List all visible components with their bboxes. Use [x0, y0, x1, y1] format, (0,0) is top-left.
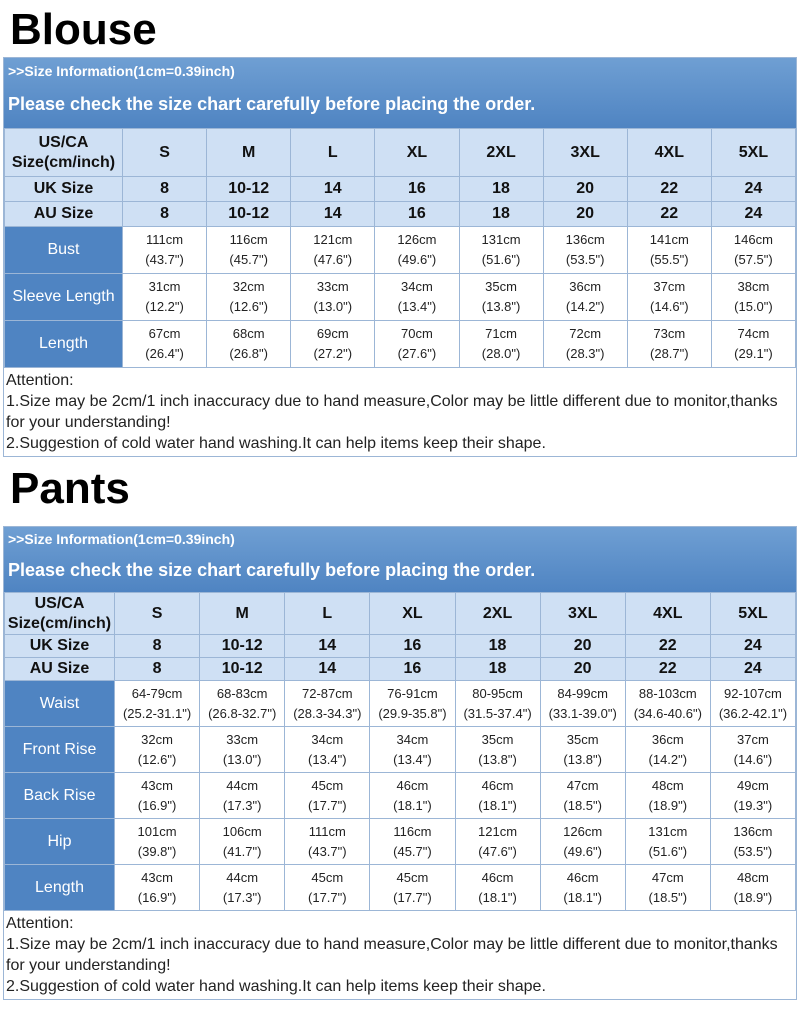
uk-size-value: 20: [543, 177, 627, 202]
measurement-cell: [711, 321, 795, 368]
measurement-cell: [540, 773, 625, 819]
value-cm: 34cm: [401, 279, 433, 294]
measurement-row: [5, 681, 796, 727]
value-cm: 72-87cm: [302, 685, 353, 701]
value-inch: (18.1"): [563, 889, 602, 905]
measurement-cell: [291, 227, 375, 274]
measurement-cell: [123, 274, 207, 321]
value-inch: (39.8"): [137, 843, 177, 859]
size-header: L: [291, 129, 375, 177]
value-cm: 64-79cm: [131, 685, 183, 701]
au-size-value: 22: [625, 658, 710, 681]
au-size-value: 16: [370, 658, 455, 681]
measurement-cell: [207, 227, 291, 274]
value-inch: (53.5"): [733, 843, 773, 859]
value-cm: 46cm: [481, 869, 514, 885]
value-cm: 31cm: [148, 279, 181, 294]
size-header: 4XL: [627, 129, 711, 177]
value-cm: 69cm: [316, 326, 349, 341]
value-inch: (28.0"): [481, 346, 521, 361]
measurement-cell: [115, 865, 200, 911]
header-row: [5, 129, 796, 177]
pants-banner: [4, 527, 796, 592]
measurement-cell: [455, 727, 540, 773]
uk-size-value: 14: [285, 635, 370, 658]
value-inch: (17.7"): [393, 889, 432, 905]
measurement-cell: [455, 865, 540, 911]
measurement-cell: [625, 865, 710, 911]
value-cm: 131cm: [481, 232, 521, 247]
value-inch: (12.6"): [229, 299, 268, 314]
value-cm: 33cm: [226, 731, 259, 747]
value-inch: (43.7"): [308, 843, 347, 859]
measurement-cell: [455, 681, 540, 727]
value-cm: 111cm: [308, 823, 346, 839]
measurement-row: [5, 321, 796, 368]
size-header: M: [207, 129, 291, 177]
pants-size-table: [4, 592, 796, 911]
value-inch: (26.8-32.7"): [208, 705, 277, 721]
value-inch: (34.6-40.6"): [633, 705, 702, 721]
value-inch: (13.4"): [393, 751, 432, 767]
measurement-cell: [710, 865, 795, 911]
uk-size-value: 16: [375, 177, 459, 202]
au-size-value: 14: [291, 202, 375, 227]
measurement-label: Waist: [5, 681, 115, 727]
value-cm: 111cm: [146, 232, 184, 247]
measurement-cell: [627, 227, 711, 274]
value-inch: (14.6"): [650, 299, 689, 314]
value-inch: (18.5"): [563, 797, 602, 813]
value-inch: (19.3"): [733, 797, 773, 813]
value-cm: 37cm: [737, 731, 769, 747]
value-cm: 48cm: [651, 777, 684, 793]
uk-size-value: 20: [540, 635, 625, 658]
value-inch: (51.6"): [648, 843, 688, 859]
value-inch: (27.2"): [313, 346, 353, 361]
measurement-label: Length: [5, 865, 115, 911]
measurement-cell: [459, 321, 543, 368]
value-cm: 46cm: [481, 777, 514, 793]
value-cm: 116cm: [229, 232, 268, 247]
pants-attention: [4, 911, 796, 999]
au-size-value: 22: [627, 202, 711, 227]
measurement-cell: [543, 274, 627, 321]
measurement-cell: [291, 274, 375, 321]
value-cm: 47cm: [566, 777, 599, 793]
value-inch: (13.0"): [222, 751, 262, 767]
value-cm: 126cm: [563, 823, 603, 839]
value-inch: (26.4"): [145, 346, 184, 361]
value-inch: (14.6"): [733, 751, 773, 767]
value-cm: 44cm: [226, 869, 259, 885]
value-inch: (16.9"): [137, 797, 177, 813]
uk-size-value: 24: [710, 635, 795, 658]
pants-size-info: >>Size Information(1cm=0.39inch): [8, 531, 235, 547]
attention-line: 1.Size may be 2cm/1 inch inaccuracy due to hand measure,Color may be little different due to monitor,thanks for your understanding!: [6, 936, 778, 974]
measurement-cell: [291, 321, 375, 368]
value-inch: (29.1"): [734, 346, 773, 361]
value-cm: 37cm: [653, 279, 686, 294]
measurement-cell: [370, 865, 455, 911]
uk-size-row: [5, 177, 796, 202]
measurement-cell: [115, 727, 200, 773]
uk-size-value: 18: [459, 177, 543, 202]
value-cm: 71cm: [485, 326, 517, 341]
value-inch: (13.4"): [397, 299, 437, 314]
au-size-value: 18: [455, 658, 540, 681]
measurement-cell: [543, 227, 627, 274]
measurement-label: Back Rise: [5, 773, 115, 819]
blouse-size-chart: [3, 57, 797, 457]
measurement-cell: [207, 321, 291, 368]
value-cm: 47cm: [651, 869, 684, 885]
value-inch: (16.9"): [137, 889, 177, 905]
size-header: M: [200, 593, 285, 635]
blouse-size-table: [4, 128, 796, 368]
measurement-cell: [207, 274, 291, 321]
value-cm: 80-95cm: [472, 685, 523, 701]
value-inch: (28.3-34.3"): [293, 705, 362, 721]
measurement-row: [5, 773, 796, 819]
value-inch: (18.9"): [648, 797, 688, 813]
value-cm: 84-99cm: [557, 685, 608, 701]
value-inch: (31.5-37.4"): [463, 705, 532, 721]
measurement-cell: [285, 819, 370, 865]
value-inch: (17.7"): [308, 797, 347, 813]
measurement-cell: [627, 274, 711, 321]
measurement-row: [5, 865, 796, 911]
measurement-cell: [115, 819, 200, 865]
uk-size-value: 18: [455, 635, 540, 658]
measurement-cell: [370, 727, 455, 773]
value-inch: (12.6"): [137, 751, 177, 767]
value-inch: (13.8"): [478, 751, 517, 767]
measurement-label: Length: [5, 321, 123, 368]
measurement-cell: [200, 865, 285, 911]
size-header: 5XL: [710, 593, 795, 635]
size-system-line: Size(cm/inch): [11, 153, 116, 171]
value-inch: (17.3"): [222, 797, 262, 813]
au-size-value: 8: [115, 658, 200, 681]
value-cm: 74cm: [737, 326, 770, 341]
value-cm: 88-103cm: [638, 685, 697, 701]
au-size-value: 10-12: [200, 658, 285, 681]
value-cm: 73cm: [653, 326, 686, 341]
measurement-cell: [625, 681, 710, 727]
value-inch: (12.2"): [145, 299, 184, 314]
attention-line: 2.Suggestion of cold water hand washing.It can help items keep their shape.: [6, 978, 546, 995]
measurement-cell: [711, 274, 795, 321]
value-cm: 35cm: [481, 731, 514, 747]
measurement-cell: [200, 681, 285, 727]
measurement-cell: [285, 865, 370, 911]
header-row: [5, 593, 796, 635]
size-system-label: [5, 593, 115, 635]
value-cm: 49cm: [737, 777, 769, 793]
value-cm: 68-83cm: [216, 685, 268, 701]
au-size-label: AU Size: [5, 658, 115, 681]
value-inch: (13.8"): [563, 751, 602, 767]
measurement-cell: [285, 681, 370, 727]
value-cm: 44cm: [226, 777, 259, 793]
value-inch: (18.5"): [648, 889, 688, 905]
value-cm: 45cm: [311, 777, 344, 793]
measurement-row: [5, 727, 796, 773]
size-system-line: US/CA: [34, 594, 85, 612]
value-cm: 67cm: [148, 326, 181, 341]
value-inch: (33.1-39.0"): [548, 705, 617, 721]
value-inch: (17.3"): [222, 889, 262, 905]
value-inch: (49.6"): [563, 843, 602, 859]
measurement-cell: [710, 819, 795, 865]
au-size-value: 10-12: [207, 202, 291, 227]
value-cm: 106cm: [222, 823, 262, 839]
blouse-title: Blouse: [10, 5, 157, 54]
value-cm: 36cm: [651, 731, 684, 747]
value-cm: 32cm: [141, 731, 173, 747]
value-cm: 121cm: [313, 232, 353, 247]
attention-line: 1.Size may be 2cm/1 inch inaccuracy due to hand measure,Color may be little different due to monitor,thanks for your understanding!: [6, 393, 778, 431]
value-cm: 34cm: [396, 731, 429, 747]
measurement-cell: [200, 727, 285, 773]
pants-order-note: Please check the size chart carefully before placing the order.: [8, 560, 536, 580]
value-inch: (47.6"): [313, 252, 353, 267]
value-cm: 146cm: [733, 232, 773, 247]
value-cm: 68cm: [232, 326, 265, 341]
attention-heading: Attention:: [6, 372, 74, 389]
value-cm: 136cm: [565, 232, 605, 247]
value-cm: 43cm: [141, 777, 173, 793]
measurement-cell: [459, 227, 543, 274]
blouse-size-info: >>Size Information(1cm=0.39inch): [8, 63, 235, 79]
blouse-order-note: Please check the size chart carefully before placing the order.: [8, 94, 536, 114]
value-inch: (57.5"): [734, 252, 773, 267]
value-inch: (43.7"): [145, 252, 184, 267]
pants-size-chart: [3, 526, 797, 1000]
measurement-cell: [115, 681, 200, 727]
value-inch: (18.1"): [478, 797, 517, 813]
value-inch: (55.5"): [650, 252, 689, 267]
uk-size-value: 16: [370, 635, 455, 658]
au-size-row: [5, 658, 796, 681]
size-header: 2XL: [455, 593, 540, 635]
value-inch: (26.8"): [229, 346, 268, 361]
value-cm: 33cm: [316, 279, 349, 294]
uk-size-value: 10-12: [207, 177, 291, 202]
measurement-cell: [285, 773, 370, 819]
measurement-cell: [370, 681, 455, 727]
size-header: XL: [375, 129, 459, 177]
blouse-attention: [4, 368, 796, 456]
au-size-value: 16: [375, 202, 459, 227]
value-inch: (13.8"): [481, 299, 521, 314]
value-cm: 45cm: [396, 869, 429, 885]
uk-size-row: [5, 635, 796, 658]
measurement-cell: [459, 274, 543, 321]
value-cm: 136cm: [733, 823, 773, 839]
size-header: 3XL: [543, 129, 627, 177]
uk-size-value: 10-12: [200, 635, 285, 658]
size-system-label: [5, 129, 123, 177]
value-cm: 126cm: [397, 232, 437, 247]
measurement-cell: [123, 227, 207, 274]
measurement-cell: [123, 321, 207, 368]
measurement-cell: [625, 727, 710, 773]
value-cm: 43cm: [141, 869, 173, 885]
measurement-cell: [200, 819, 285, 865]
value-inch: (29.9-35.8"): [378, 705, 447, 721]
value-cm: 36cm: [569, 279, 602, 294]
measurement-cell: [370, 819, 455, 865]
measurement-cell: [540, 865, 625, 911]
value-cm: 48cm: [737, 869, 769, 885]
measurement-label: Hip: [5, 819, 115, 865]
uk-size-label: UK Size: [5, 635, 115, 658]
attention-line: 2.Suggestion of cold water hand washing.It can help items keep their shape.: [6, 435, 546, 452]
measurement-cell: [200, 773, 285, 819]
au-size-value: 18: [459, 202, 543, 227]
measurement-cell: [375, 321, 459, 368]
measurement-row: [5, 274, 796, 321]
value-cm: 32cm: [232, 279, 265, 294]
value-inch: (51.6"): [481, 252, 521, 267]
blouse-banner: [4, 58, 796, 128]
value-inch: (14.2"): [648, 751, 688, 767]
uk-size-label: UK Size: [5, 177, 123, 202]
value-inch: (45.7"): [393, 843, 432, 859]
value-cm: 35cm: [485, 279, 517, 294]
measurement-cell: [711, 227, 795, 274]
au-size-value: 20: [540, 658, 625, 681]
value-cm: 38cm: [737, 279, 770, 294]
value-cm: 46cm: [396, 777, 429, 793]
measurement-cell: [375, 274, 459, 321]
value-cm: 72cm: [569, 326, 602, 341]
value-inch: (18.1"): [478, 889, 517, 905]
size-header: 5XL: [711, 129, 795, 177]
value-inch: (27.6"): [397, 346, 437, 361]
value-cm: 35cm: [566, 731, 599, 747]
measurement-label: Bust: [5, 227, 123, 274]
value-inch: (47.6"): [478, 843, 517, 859]
measurement-cell: [710, 681, 795, 727]
size-header: XL: [370, 593, 455, 635]
au-size-row: [5, 202, 796, 227]
measurement-cell: [375, 227, 459, 274]
value-inch: (28.7"): [650, 346, 689, 361]
size-system-line: Size(cm/inch): [7, 614, 112, 632]
value-cm: 70cm: [401, 326, 433, 341]
size-header: S: [115, 593, 200, 635]
value-cm: 92-107cm: [724, 685, 782, 701]
measurement-cell: [455, 773, 540, 819]
value-cm: 34cm: [311, 731, 344, 747]
attention-heading: Attention:: [6, 915, 74, 932]
au-size-value: 14: [285, 658, 370, 681]
value-cm: 116cm: [393, 823, 432, 839]
au-size-label: AU Size: [5, 202, 123, 227]
measurement-cell: [285, 727, 370, 773]
value-cm: 45cm: [311, 869, 344, 885]
size-header: L: [285, 593, 370, 635]
au-size-value: 20: [543, 202, 627, 227]
measurement-label: Sleeve Length: [5, 274, 123, 321]
measurement-cell: [370, 773, 455, 819]
uk-size-value: 14: [291, 177, 375, 202]
uk-size-value: 24: [711, 177, 795, 202]
measurement-cell: [540, 727, 625, 773]
value-inch: (41.7"): [222, 843, 262, 859]
value-inch: (18.9"): [733, 889, 773, 905]
size-header: 4XL: [625, 593, 710, 635]
value-inch: (25.2-31.1"): [122, 705, 192, 721]
value-cm: 46cm: [566, 869, 599, 885]
size-system-line: US/CA: [38, 133, 89, 151]
measurement-row: [5, 227, 796, 274]
value-inch: (45.7"): [229, 252, 268, 267]
measurement-cell: [455, 819, 540, 865]
value-inch: (17.7"): [308, 889, 347, 905]
value-inch: (49.6"): [397, 252, 437, 267]
value-inch: (53.5"): [565, 252, 605, 267]
measurement-cell: [710, 773, 795, 819]
value-cm: 141cm: [649, 232, 689, 247]
value-inch: (13.4"): [308, 751, 347, 767]
size-header: S: [123, 129, 207, 177]
value-inch: (15.0"): [734, 299, 773, 314]
au-size-value: 24: [710, 658, 795, 681]
value-inch: (14.2"): [565, 299, 605, 314]
measurement-cell: [543, 321, 627, 368]
value-inch: (28.3"): [565, 346, 605, 361]
au-size-value: 8: [123, 202, 207, 227]
value-inch: (13.0"): [313, 299, 353, 314]
value-cm: 121cm: [478, 823, 518, 839]
measurement-cell: [540, 819, 625, 865]
measurement-cell: [540, 681, 625, 727]
measurement-cell: [625, 819, 710, 865]
au-size-value: 24: [711, 202, 795, 227]
measurement-label: Front Rise: [5, 727, 115, 773]
measurement-cell: [710, 727, 795, 773]
size-header: 2XL: [459, 129, 543, 177]
uk-size-value: 22: [627, 177, 711, 202]
uk-size-value: 22: [625, 635, 710, 658]
value-inch: (18.1"): [393, 797, 432, 813]
size-header: 3XL: [540, 593, 625, 635]
measurement-cell: [115, 773, 200, 819]
value-cm: 76-91cm: [387, 685, 438, 701]
measurement-cell: [627, 321, 711, 368]
uk-size-value: 8: [115, 635, 200, 658]
measurement-cell: [625, 773, 710, 819]
value-inch: (36.2-42.1"): [718, 705, 788, 721]
uk-size-value: 8: [123, 177, 207, 202]
value-cm: 131cm: [648, 823, 688, 839]
measurement-row: [5, 819, 796, 865]
value-cm: 101cm: [137, 823, 177, 839]
pants-title: Pants: [10, 464, 130, 513]
